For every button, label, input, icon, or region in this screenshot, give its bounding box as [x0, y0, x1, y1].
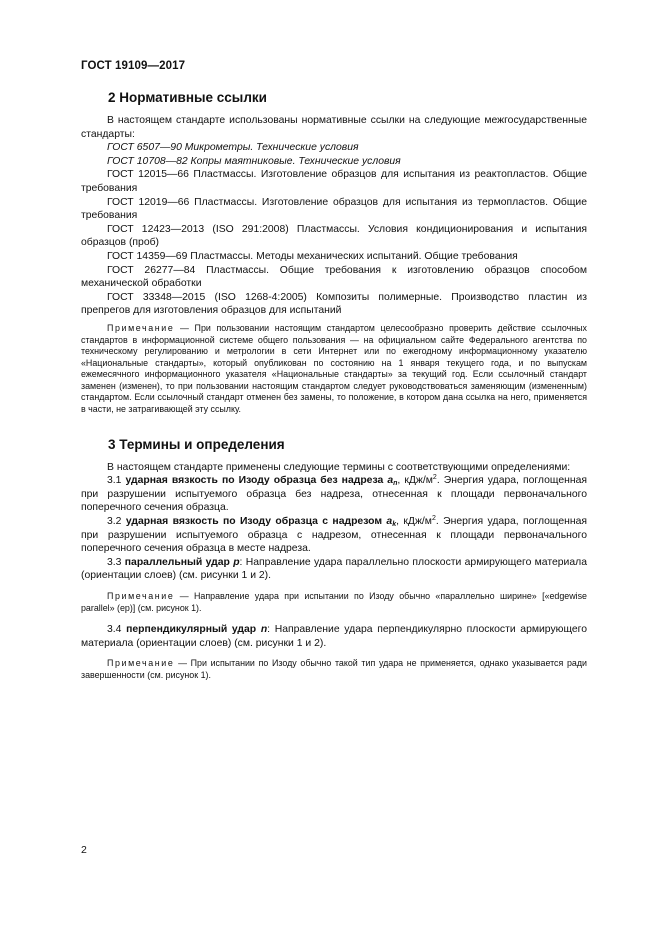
document-code-header: ГОСТ 19109—2017 [81, 60, 186, 72]
term-number: 3.3 [107, 556, 122, 568]
term-3-3-note [81, 591, 587, 614]
term-symbol-subscript: n [393, 480, 398, 488]
term-unit: кДж/м [404, 475, 433, 487]
note-text: — При испытании по Изоду обычно такой тип удара не применяется, однако указывается ради завершенности (см. рисунок 1). [81, 658, 587, 680]
term-definition-text: Энергия удара, поглощенная при разрушении испытуемого образца с надрезом, отнесенная к площади первоначального поперечного сечения образца в месте надреза. [81, 516, 588, 555]
note-label: Примечание [107, 322, 175, 333]
term-definition: 3.4 перпендикулярный удар n: Направление удара перпендикулярно плоскости армирующего материала (ориентации слоев) (см. рисунки 1 и 2). [81, 624, 588, 649]
section-3-intro: В настоящем стандарте применены следующие термины с соответствующими определениями: [107, 461, 571, 473]
term-name: ударная вязкость по Изоду образца без надреза [125, 475, 384, 487]
reference-item: ГОСТ 12015—66 Пластмассы. Изготовление образцов для испытания из реактопластов. Общие требования [81, 169, 587, 194]
term-symbol: a [386, 516, 393, 528]
reference-item: ГОСТ 14359—69 Пластмассы. Методы механических испытаний. Общие требования [107, 250, 518, 262]
term-name: перпендикулярный удар [126, 624, 257, 636]
term-unit: кДж/м [403, 516, 432, 528]
note-text: — Направление удара при испытании по Изоду обычно «параллельно ширине» [«edgewise parallel» (ep)] (см. рисунок 1). [81, 591, 587, 613]
section-2-note [81, 323, 587, 416]
term-definition-text: Энергия удара, поглощенная при разрушении испытуемого образца без надреза, отнесенная к площади первоначального поперечного сечения образца. [81, 475, 587, 514]
section-2-title: 2 Нормативные ссылки [108, 90, 267, 105]
note-label: Примечание [107, 591, 175, 601]
section-3-title: 3 Термины и определения [108, 436, 285, 452]
reference-item: ГОСТ 33348—2015 (ISO 1268-4:2005) Композиты полимерные. Производство пластин из препрегов для изготовления образцов для испытаний [81, 291, 587, 317]
term-3-4-note [81, 658, 587, 681]
term-name: ударная вязкость по Изоду образца с надрезом [125, 516, 383, 528]
term-number: 3.4 [107, 624, 122, 636]
term-name: параллельный удар [124, 556, 230, 568]
note-text: — При пользовании настоящим стандартом целесообразно проверить действие ссылочных стандартов в информационной системе общего пользования — на официальном сайте Федерального агентства по техническому регулированию и метрологии в сети Интернет или по ежегодному информационному указателю «Национальные стандарты», который опубликован по состоянию на 1 января текущего года, и по выпускам ежемесячного информационного указателя «Национальные стандарты» за текущий год. Если ссылочный стандарт заменен (изменен), то при пользовании настоящим стандартом следует руководствоваться заменяющим (измененным) стандартом. Если ссылочный стандарт отменен без замены, то положение, в котором дана ссылка на него, применяется в части, не затрагивающей эту ссылку. [81, 322, 587, 415]
term-symbol: p [233, 556, 240, 568]
page-number: 2 [81, 844, 87, 856]
section-2-intro: В настоящем стандарте использованы нормативные ссылки на следующие межгосударственные стандарты: [81, 115, 587, 140]
reference-item: ГОСТ 12019—66 Пластмассы. Изготовление образцов для испытания из термопластов. Общие требования [81, 196, 587, 222]
term-number: 3.2 [107, 516, 122, 528]
page-content [81, 90, 587, 682]
term-definition-text: Направление удара параллельно плоскости армирующего материала (ориентации слоев) (см. рисунки 1 и 2). [81, 556, 587, 582]
term-unit-superscript: 2 [431, 515, 436, 523]
term-definition-text: Направление удара перпендикулярно плоскости армирующего материала (ориентации слоев) (см. рисунки 1 и 2). [81, 624, 588, 649]
term-unit-superscript: 2 [432, 474, 437, 482]
reference-item: ГОСТ 10708—82 Копры маятниковые. Технические условия [107, 155, 401, 167]
term-definition: 3.1 ударная вязкость по Изоду образца без надреза $a_n$, кДж/$м^2$. Энергия удара, поглощенная при разрушении испытуемого образца без надреза, отнесенная к площади первоначального поперечного сечения образца. [81, 474, 587, 514]
term-symbol: a [387, 475, 394, 487]
term-definition: 3.2 ударная вязкость по Изоду образца с надрезом $a_k$, кДж/$м^2$. Энергия удара, поглощенная при разрушении испытуемого образца с надрезом, отнесенная к площади первоначального поперечного сечения образца в месте надреза. [81, 515, 588, 555]
reference-item: ГОСТ 12423—2013 (ISO 291:2008) Пластмассы. Условия кондиционирования и испытания образцов (проб) [81, 223, 587, 249]
term-number: 3.1 [107, 475, 122, 487]
term-definition: 3.3 параллельный удар p: Направление удара параллельно плоскости армирующего материала (ориентации слоев) (см. рисунки 1 и 2). [81, 556, 587, 582]
reference-item: ГОСТ 26277—84 Пластмассы. Общие требования к изготовлению образцов способом механической обработки [81, 264, 587, 290]
note-label: Примечание [107, 658, 175, 669]
term-symbol: n [260, 624, 268, 636]
reference-item: ГОСТ 6507—90 Микрометры. Технические условия [107, 142, 359, 154]
term-symbol-subscript: k [392, 521, 397, 529]
